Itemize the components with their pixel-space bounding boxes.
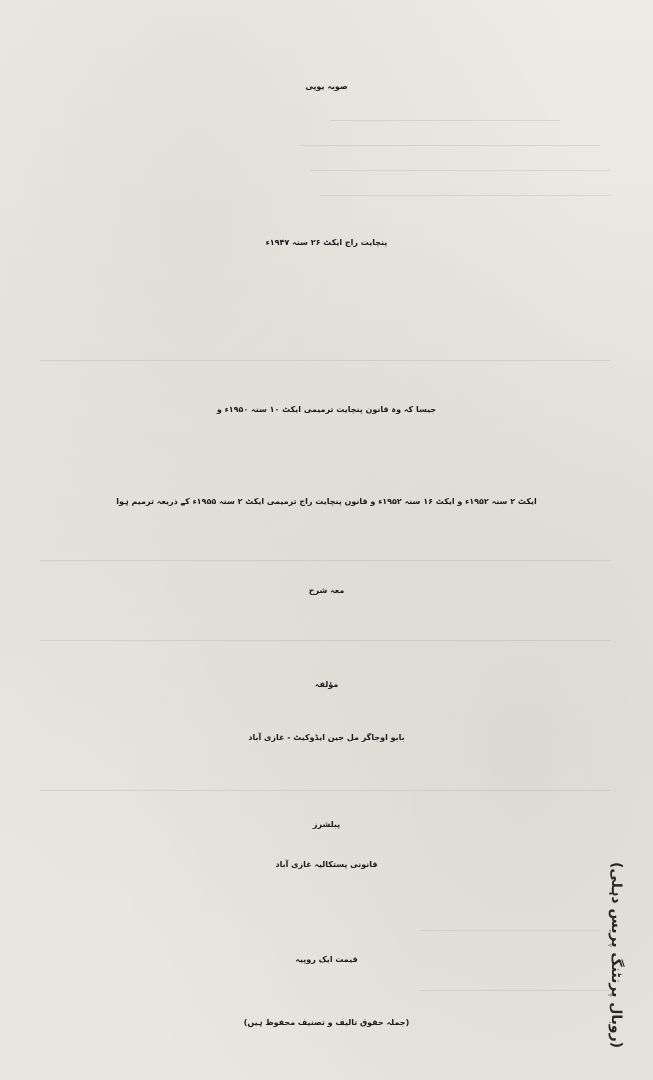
- printer-imprint-text: (روبال پرنٹنگ پریس دہلی): [608, 861, 624, 1049]
- author-name: بابو اوجاگر مل جین ایڈوکیٹ - غازی آباد: [248, 733, 405, 742]
- amendment-description-line-2: ایکٹ ۲ سنہ ۱۹۵۲ء و ایکٹ ۱۶ سنہ ۱۹۵۲ء و قانون پنچایت راج ترمیمی ایکٹ ۲ سنہ ۱۹۵۵ء کے ذریعہ ترمیم ہوا: [116, 497, 537, 506]
- publisher-label: پبلشرز: [312, 820, 341, 829]
- publisher-name: قانونی پستکالیہ غازی آباد: [275, 860, 378, 869]
- region-heading: صوبہ یوپی: [305, 82, 348, 91]
- printer-imprint: [601, 861, 631, 1049]
- price-text: قیمت ایک روپیہ: [295, 955, 358, 964]
- book-title: پنچایت راج ایکٹ ۲۶ سنہ ۱۹۴۷ء: [265, 238, 388, 247]
- amendment-description-line-1: جیسا کہ وہ قانون پنچایت ترمیمی ایکٹ ۱۰ سنہ ۱۹۵۰ء و: [216, 405, 437, 414]
- with-commentary-label: معہ شرح: [308, 586, 345, 595]
- author-label: مؤلفہ: [314, 680, 339, 689]
- rights-notice: (جملہ حقوق تالیف و تصنیف محفوظ ہیں): [243, 1018, 410, 1027]
